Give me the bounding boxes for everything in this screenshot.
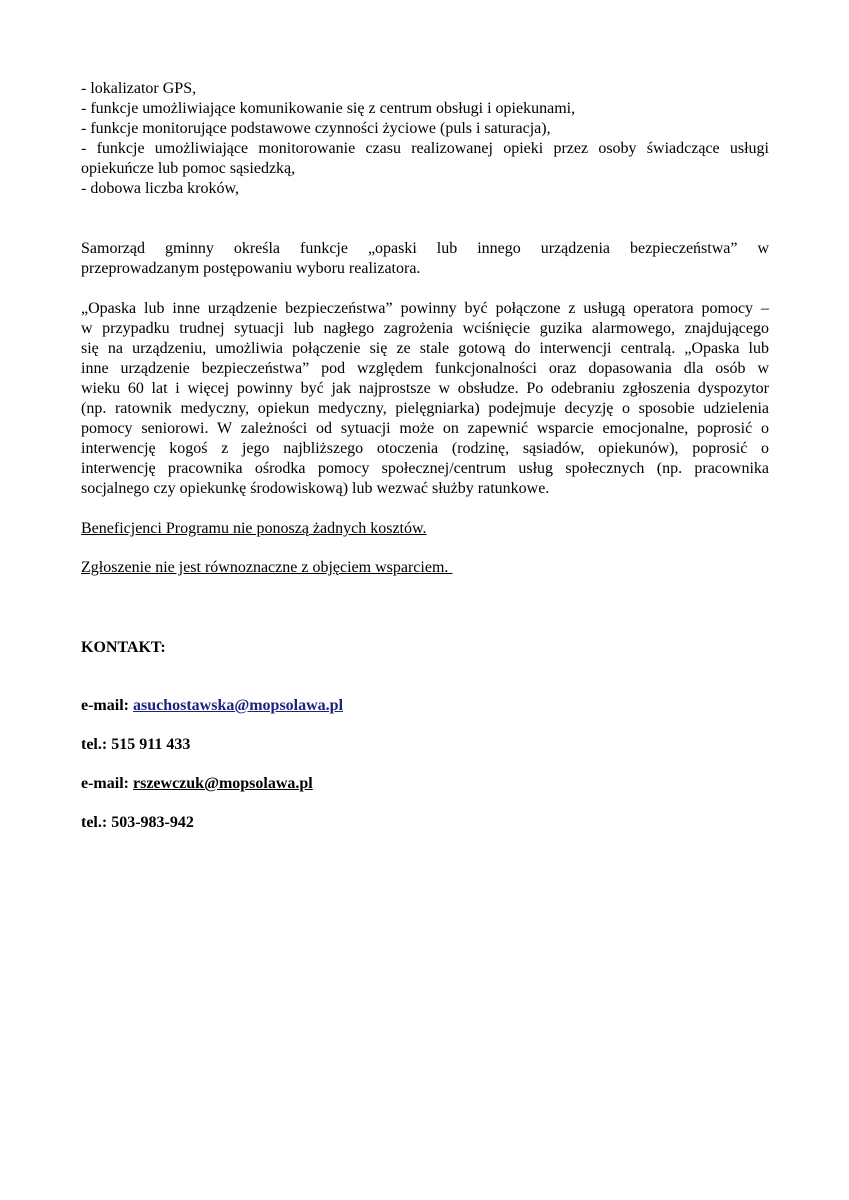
paragraph-wristband [81, 299, 769, 499]
email-label: e-mail: [81, 775, 133, 792]
note-not-equivalent: Zgłoszenie nie jest równoznaczne z objęciem wsparciem. [81, 559, 453, 576]
contact-email-row-1 [81, 696, 769, 716]
paragraph-line: inne urządzenie bezpieczeństwa” pod względem funkcjonalności oraz dopasowania dla osób w [81, 360, 769, 377]
paragraph-line: wieku 60 lat i więcej powinny być jak najprostsze w obsłudze. Po odebraniu zgłoszenia dyspozytor [81, 380, 769, 397]
email-link-rszewczuk[interactable]: rszewczuk@mopsolawa.pl [132, 775, 313, 792]
contact-heading: KONTAKT: [81, 639, 166, 656]
list-item: - lokalizator GPS, [81, 80, 197, 97]
list-item-continuation: opiekuńcze lub pomoc sąsiedzką, [81, 160, 296, 177]
email-label: e-mail: [81, 697, 133, 714]
paragraph-municipality [81, 239, 769, 279]
note-no-costs: Beneficjenci Programu nie ponoszą żadnych kosztów. [81, 520, 427, 537]
list-item: - dobowa liczba kroków, [81, 180, 240, 197]
paragraph-line: interwencję pracownika ośrodka pomocy społecznej/centrum usług społecznych (np. pracownika [81, 460, 769, 477]
paragraph-line: interwencję kogoś z jego najbliższego otoczenia (rodzinę, sąsiadów, opiekunów), poprosić o [81, 440, 769, 457]
paragraph-line: (np. ratownik medyczny, opiekun medyczny, pielęgniarka) podejmuje decyzję o sposobie udzielenia [81, 400, 769, 417]
paragraph-line: przeprowadzanym postępowaniu wyboru realizatora. [81, 260, 421, 277]
paragraph-line: się na urządzeniu, umożliwia połączenie się ze stale gotową do interwencji centralą. „Opaska lub [81, 340, 769, 357]
email-link-asuchostawska[interactable]: asuchostawska@mopsolawa.pl [132, 697, 344, 714]
paragraph-line: Samorząd gminny określa funkcje „opaski lub innego urządzenia bezpieczeństwa” w [81, 240, 769, 257]
contact-phone-1: tel.: 515 911 433 [81, 736, 191, 753]
paragraph-line: „Opaska lub inne urządzenie bezpieczeństwa” powinny być połączone z usługą operatora pomocy – [81, 300, 769, 317]
feature-list [81, 79, 769, 199]
contact-email-row-2 [81, 774, 769, 794]
paragraph-line: socjalnego czy opiekunkę środowiskową) lub wezwać służby ratunkowe. [81, 480, 550, 497]
paragraph-line: w przypadku trudnej sytuacji lub nagłego zagrożenia wciśnięcie guzika alarmowego, znajdującego [81, 320, 769, 337]
contact-phone-2: tel.: 503-983-942 [81, 814, 194, 831]
list-item: - funkcje umożliwiające komunikowanie się z centrum obsługi i opiekunami, [81, 100, 576, 117]
paragraph-line: pomocy seniorowi. W zależności od sytuacji może on zapewnić wsparcie emocjonalne, poprosić o [81, 420, 769, 437]
list-item: - funkcje monitorujące podstawowe czynności życiowe (puls i saturacja), [81, 120, 551, 137]
list-item: - funkcje umożliwiające monitorowanie czasu realizowanej opieki przez osoby świadczące usługi [81, 140, 769, 157]
